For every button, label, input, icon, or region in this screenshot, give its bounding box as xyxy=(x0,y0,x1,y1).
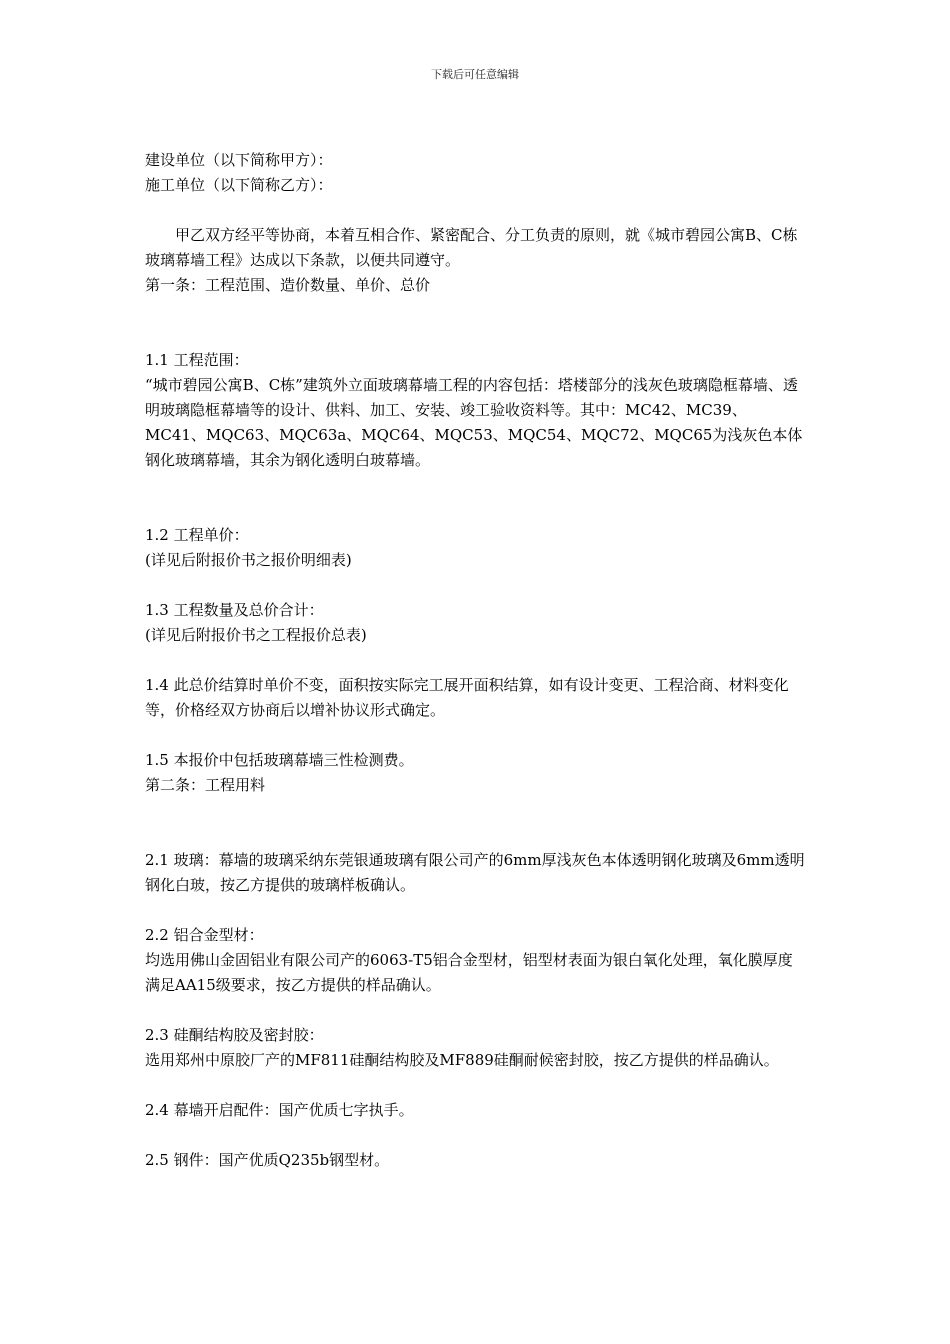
section-1-4-body: 1.4 此总价结算时单价不变，面积按实际完工展开面积结算，如有设计变更、工程洽商、材料变化等，价格经双方协商后以增补协议形式确定。 xyxy=(145,676,789,719)
section-1-1-body: “城市碧园公寓B、C栋”建筑外立面玻璃幕墙工程的内容包括：塔楼部分的浅灰色玻璃隐框幕墙、透明玻璃隐框幕墙等的设计、供料、加工、安装、竣工验收资料等。其中：MC42、MC39、MC41、MQC63、MQC63a、MQC64、MQC53、MQC54、MQC72、MQC65为浅灰色本体钢化玻璃幕墙，其余为钢化透明白玻幕墙。 xyxy=(145,376,803,469)
section-2-2-heading: 2.2 铝合金型材： xyxy=(145,926,264,944)
section-1-2-body: (详见后附报价书之报价明细表) xyxy=(145,551,352,569)
party-b-line: 施工单位（以下简称乙方）： xyxy=(145,176,333,194)
section-2-4-body: 2.4 幕墙开启配件：国产优质七字执手。 xyxy=(145,1101,414,1119)
section-1-2-heading: 1.2 工程单价： xyxy=(145,526,249,544)
section-1-1-heading: 1.1 工程范围： xyxy=(145,351,249,369)
party-a-line: 建设单位（以下简称甲方）： xyxy=(145,151,333,169)
article-1-heading: 第一条：工程范围、造价数量、单价、总价 xyxy=(145,276,431,294)
section-2-1-body: 2.1 玻璃：幕墙的玻璃采纳东莞银通玻璃有限公司产的6mm厚浅灰色本体透明钢化玻璃及6mm透明钢化白玻，按乙方提供的玻璃样板确认。 xyxy=(145,851,805,894)
document-body xyxy=(145,148,807,1173)
preamble-paragraph: 甲乙双方经平等协商，本着互相合作、紧密配合、分工负责的原则，就《城市碧园公寓B、C栋玻璃幕墙工程》达成以下条款，以便共同遵守。 xyxy=(145,226,798,269)
section-2-5-body: 2.5 钢件：国产优质Q235b钢型材。 xyxy=(145,1151,390,1169)
section-2-2-body: 均选用佛山金固铝业有限公司产的6063-T5铝合金型材，铝型材表面为银白氧化处理，氧化膜厚度满足AA15级要求，按乙方提供的样品确认。 xyxy=(145,951,793,994)
article-2-heading: 第二条：工程用料 xyxy=(145,776,266,794)
section-1-3-heading: 1.3 工程数量及总价合计： xyxy=(145,601,324,619)
section-2-3-body: 选用郑州中原胶厂产的MF811硅酮结构胶及MF889硅酮耐候密封胶，按乙方提供的样品确认。 xyxy=(145,1051,779,1069)
section-1-3-body: (详见后附报价书之工程报价总表) xyxy=(145,626,367,644)
section-2-3-heading: 2.3 硅酮结构胶及密封胶： xyxy=(145,1026,324,1044)
section-1-5-body: 1.5 本报价中包括玻璃幕墙三性检测费。 xyxy=(145,751,414,769)
page-header: 下载后可任意编辑 xyxy=(431,68,519,81)
